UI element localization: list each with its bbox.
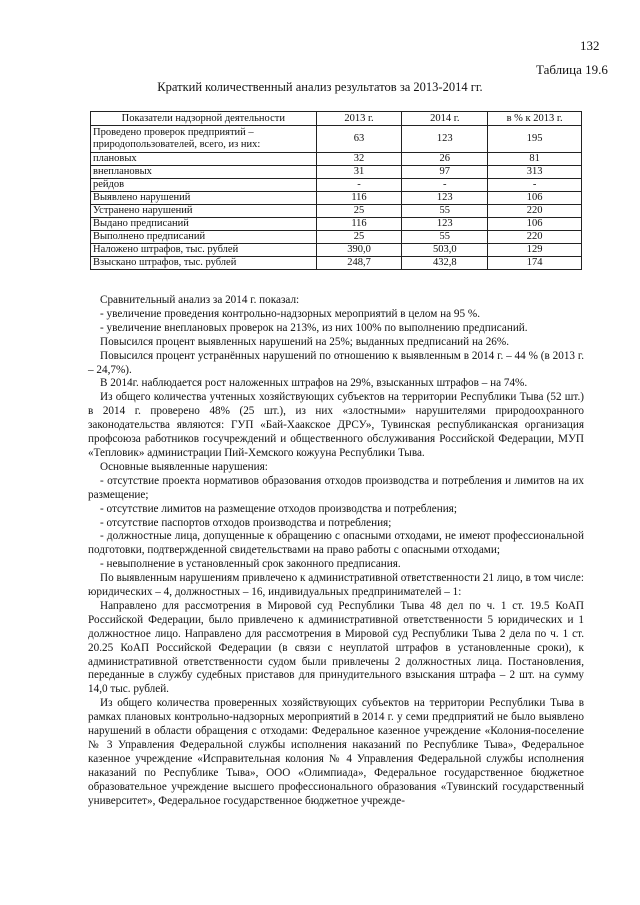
cell-2014: 55 [402,205,488,218]
column-header-indicator: Показатели надзорной деятельности [91,112,317,126]
cell-2014: 97 [402,166,488,179]
row-label: Проведено проверок предприятий – природопользователей, всего, из них: [91,126,317,153]
list-item: - увеличение внеплановых проверок на 213%, из них 100% по выполнению предписаний. [100,321,528,334]
table-row [91,126,582,153]
row-label: Выдано предписаний [91,218,317,231]
paragraph: В 2014г. наблюдается рост наложенных штрафов на 29%, взысканных штрафов – на 74%. [100,377,528,390]
paragraph: По выявленным нарушениям привлечено к административной ответственности 21 лицо, в том числе: юридических – 4, должностных – 16, индивидуальных предпринимателей – 1: [88,572,584,599]
row-label: Взыскано штрафов, тыс. рублей [91,257,317,270]
cell-2013: 25 [316,205,402,218]
cell-2013: 248,7 [316,257,402,270]
cell-2014: - [402,179,488,192]
table-row [91,205,582,218]
cell-percent: 313 [488,166,582,179]
row-label: Наложено штрафов, тыс. рублей [91,244,317,257]
table-row [91,244,582,257]
list-item: - отсутствие паспортов отходов производства и потребления; [100,516,392,529]
row-label: Выполнено предписаний [91,231,317,244]
cell-2013: 116 [316,218,402,231]
paragraph: Из общего количества учтенных хозяйствующих субъектов на территории Республики Тыва (52 шт.) в 2014 г. проверено 48% (25 шт.), из них «злостными» нарушителями природоохранного законодательства являются: ГУП «Бай-Хаакское ДРСУ», Тувинская республиканская организация профсоюза работников госучреждений и общественного обслуживания Российской Федерации, МУП «Тепловик» администрации Пий-Хемского кожууна Республики Тыва. [88,391,584,459]
cell-2014: 503,0 [402,244,488,257]
table-row [91,231,582,244]
cell-2014: 432,8 [402,257,488,270]
cell-percent: 220 [488,205,582,218]
page-number: 132 [580,38,600,53]
table-row [91,179,582,192]
cell-2013: 32 [316,153,402,166]
column-header-2014: 2014 г. [402,112,488,126]
list-item: - увеличение проведения контрольно-надзорных мероприятий в целом на 95 %. [100,307,481,320]
cell-percent: 195 [488,126,582,153]
body-text [88,294,584,809]
paragraph: Повысился процент выявленных нарушений на 25%; выданных предписаний на 26%. [100,335,509,348]
cell-2013: 116 [316,192,402,205]
cell-percent: 106 [488,218,582,231]
cell-percent: 220 [488,231,582,244]
column-header-2013: 2013 г. [316,112,402,126]
cell-2014: 55 [402,231,488,244]
cell-2013: 25 [316,231,402,244]
table-header-row [91,112,582,126]
table-row [91,257,582,270]
paragraph: Направлено для рассмотрения в Мировой суд Республики Тыва 48 дел по ч. 1 ст. 19.5 КоАП Российской Федерации, было привлечено к административной ответственности 5 юридических и 1 должностное лицо. Направлено для рассмотрения в Мировой суд Республики Тыва 2 дела по ч. 1 ст. 20.25 КоАП Российской Федерации (в связи с неуплатой штрафов в установленные сроки), к административной ответственности судом были привлечены 2 должностных лица. Постановления, переданные в службу судебных приставов для принудительного взыскания штрафа – 2 шт. на сумму 14,0 тыс. рублей. [88,599,584,696]
cell-percent: 81 [488,153,582,166]
cell-2014: 123 [402,192,488,205]
table-row [91,166,582,179]
table-row [91,192,582,205]
cell-2013: - [316,179,402,192]
cell-2014: 26 [402,153,488,166]
list-item: - отсутствие проекта нормативов образования отходов производства и потребления и лимитов на их размещение; [88,474,584,501]
row-label: Выявлено нарушений [91,192,317,205]
table-number: Таблица 19.6 [536,62,608,77]
cell-percent: 106 [488,192,582,205]
paragraph: Из общего количества проверенных хозяйствующих субъектов на территории Республики Тыва в рамках плановых контрольно-надзорных мероприятий в 2014 г. у семи предприятий не было выявлено нарушений в области обращения с отходами: Федеральное казенное учреждение «Колония-поселение № 3 Управления Федеральной службы исполнения наказаний по Республике Тыва», Федеральное казенное учреждение «Исправительная колония № 4 Управления Федеральной службы исполнения наказаний по Республике Тыва», ООО «Олимпиада», Федеральное государственное бюджетное образовательное учреждение высшего профессионального образования «Тувинский государственный университет», Федеральное государственное бюджетное учрежде- [88,697,584,807]
cell-2013: 390,0 [316,244,402,257]
cell-percent: 129 [488,244,582,257]
list-item: - невыполнение в установленный срок законного предписания. [100,558,401,571]
list-item: - должностные лица, допущенные к обращению с опасными отходами, не имеют профессиональной подготовки, подтвержденной свидетельствами на право работы с опасными отходами; [88,530,584,557]
cell-2014: 123 [402,218,488,231]
paragraph: Сравнительный анализ за 2014 г. показал: [100,294,300,306]
table-row [91,218,582,231]
list-item: - отсутствие лимитов на размещение отходов производства и потребления; [100,502,457,515]
paragraph: Основные выявленные нарушения: [100,460,268,473]
row-label: внеплановых [91,166,317,179]
cell-2014: 123 [402,126,488,153]
row-label: плановых [91,153,317,166]
row-label: Устранено нарушений [91,205,317,218]
cell-percent: - [488,179,582,192]
supervision-stats-table [90,111,582,270]
column-header-percent: в % к 2013 г. [488,112,582,126]
table-row [91,153,582,166]
paragraph: Повысился процент устранённых нарушений по отношению к выявленным в 2014 г. – 44 % (в 2013 г. – 24,7%). [88,349,584,376]
cell-2013: 63 [316,126,402,153]
row-label: рейдов [91,179,317,192]
table-caption: Краткий количественный анализ результатов за 2013-2014 гг. [157,80,483,94]
cell-percent: 174 [488,257,582,270]
cell-2013: 31 [316,166,402,179]
